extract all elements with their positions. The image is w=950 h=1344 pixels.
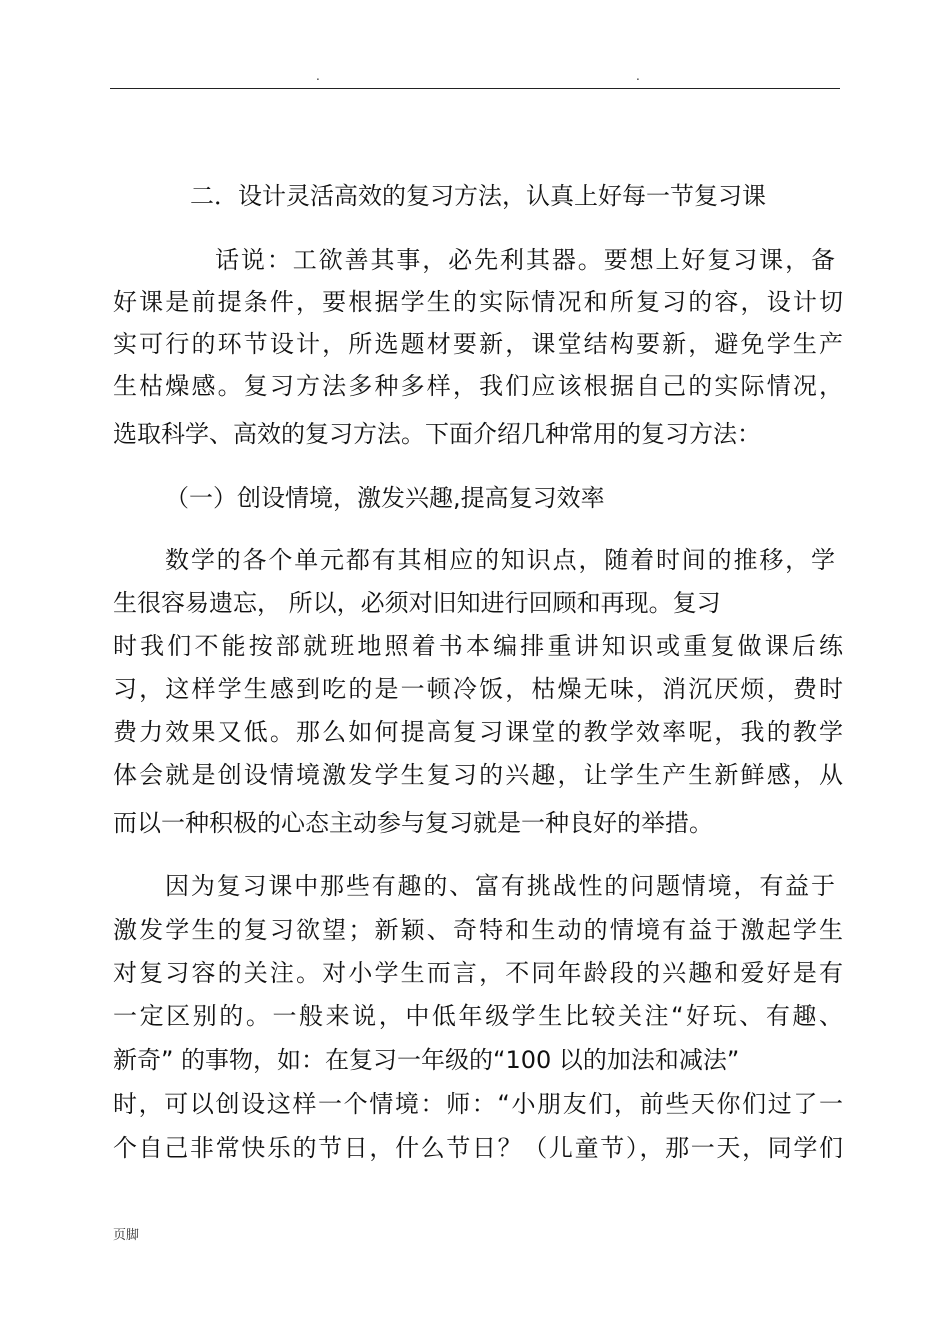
paragraph2-line-5: 费力效果又低。那么如何提高复习课堂的教学效率呢，我的教学 [113, 718, 843, 746]
paragraph3-line-1: 因为复习课中那些有趣的、富有挑战性的问题情境，有益于 [165, 872, 835, 900]
page-footer: 页脚 [113, 1228, 140, 1243]
paragraph3-line-5: 新奇” 的事物，如：在复习一年级的“100 以的加法和减法” [113, 1046, 740, 1074]
paragraph1-line-4: 生枯燥感。复习方法多种多样，我们应该根据自己的实际情况， [113, 372, 843, 400]
subheading: （一）创设情境，激发兴趣,提高复习效率 [165, 484, 605, 512]
paragraph2-line-4: 习，这样学生感到吃的是一顿冷饭，枯燥无味，消沉厌烦，费时 [113, 675, 843, 703]
paragraph2-line-2: 生很容易遗忘， 所以，必须对旧知进行回顾和再现。复习 [113, 589, 721, 617]
paragraph3-line-2: 激发学生的复习欲望；新颖、奇特和生动的情境有益于激起学生 [113, 916, 843, 944]
paragraph1-line-1: 话说：工欲善其事，必先利其器。要想上好复习课，备 [215, 246, 835, 274]
paragraph3-line-6: 时，可以创设这样一个情境：师：“小朋友们，前些天你们过了一 [113, 1090, 843, 1118]
paragraph3-line-3: 对复习容的关注。对小学生而言，不同年龄段的兴趣和爱好是有 [113, 959, 843, 987]
paragraph1-line-5: 选取科学、高效的复习方法。下面介绍几种常用的复习方法： [113, 420, 761, 448]
paragraph2-line-3: 时我们不能按部就班地照着书本编排重讲知识或重复做课后练 [113, 632, 843, 660]
paragraph1-line-2: 好课是前提条件，要根据学生的实际情况和所复习的容，设计切 [113, 288, 843, 316]
paragraph2-line-7: 而以一种积极的心态主动参与复习就是一种良好的举措。 [113, 809, 713, 837]
paragraph3-line-7: 个自己非常快乐的节日，什么节日？（儿童节），那一天，同学们 [113, 1134, 843, 1162]
paragraph1-line-3: 实可行的环节设计，所选题材要新，课堂结构要新，避免学生产 [113, 330, 843, 358]
paragraph2-line-6: 体会就是创设情境激发学生复习的兴趣，让学生产生新鲜感，从 [113, 761, 843, 789]
header-dot-left: . [316, 69, 320, 83]
paragraph2-line-1: 数学的各个单元都有其相应的知识点，随着时间的推移，学 [165, 546, 835, 574]
paragraph3-line-4: 一定区别的。一般来说，中低年级学生比较关注“好玩、有趣、 [113, 1002, 843, 1030]
header-rule [110, 88, 840, 89]
header-dot-right: . [636, 69, 640, 83]
section-heading: 二．设计灵活高效的复习方法，认真上好每一节复习课 [190, 182, 766, 210]
